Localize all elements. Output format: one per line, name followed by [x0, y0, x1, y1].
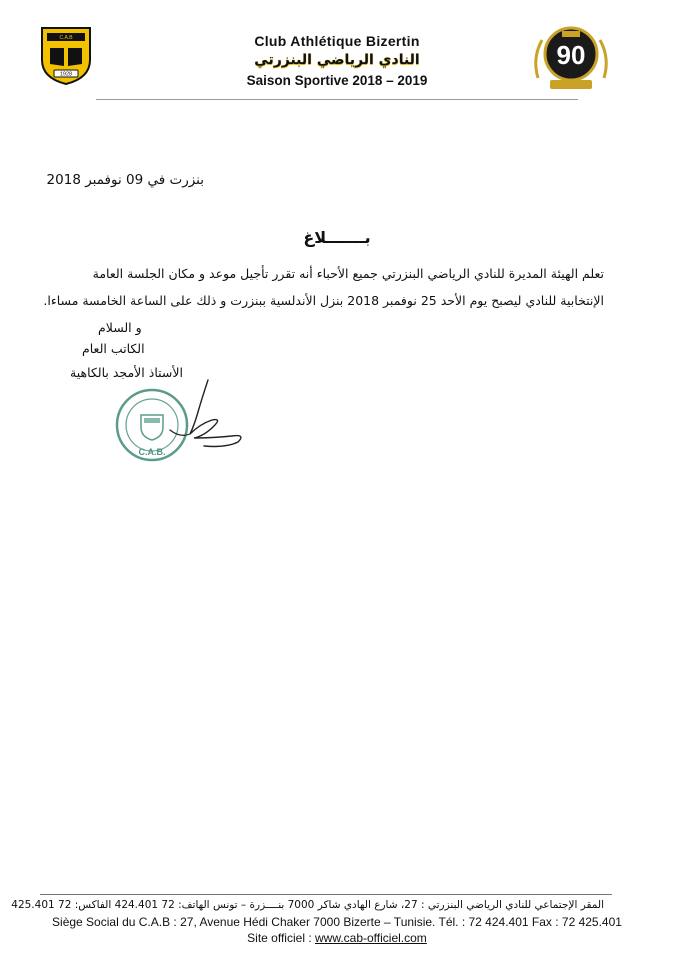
website-label: Site officiel :: [247, 931, 315, 945]
letter-heading: بـــــــلاغ: [303, 228, 371, 247]
letter-body-line-2: الإنتخابية للنادي ليصبح يوم الأحد 25 نوفمبر 2018 بنزل الأندلسية ببنزرت و ذلك على الساعة الخامسة مساءا.: [43, 293, 604, 308]
club-name-fr: Club Athlétique Bizertin: [254, 33, 420, 49]
signatory-name: الأستاذ الأمجد بالكاهية: [70, 365, 183, 380]
letter-closing: و السلام: [98, 320, 142, 335]
letter-body-line-1: تعلم الهيئة المديرة للنادي الرياضي البنزرتي جميع الأحباء أنه تقرر تأجيل موعد و مكان الجلسة العامة: [92, 266, 604, 281]
club-name-ar-text: النادي الرياضي البنزرتي: [254, 52, 420, 68]
svg-text:90: 90: [556, 40, 586, 70]
handwritten-signature-icon: [150, 376, 250, 458]
stamp-text: C.A.B.: [138, 447, 166, 457]
anniversary-90-emblem-icon: [528, 18, 614, 96]
website-link[interactable]: www.cab-officiel.com: [314, 931, 427, 945]
footer-address-fr: Siège Social du C.A.B : 27, Avenue Hédi Chaker 7000 Bizerte – Tunisie. Tél. : 72 424.401 Fax : 72 425.401: [52, 915, 622, 929]
letter-date: بنزرت في 09 نوفمبر 2018: [46, 172, 204, 188]
footer-website: [0, 931, 674, 945]
footer-divider: [40, 894, 612, 895]
season-label: Saison Sportive 2018 – 2019: [246, 73, 428, 88]
header-divider: [96, 99, 578, 100]
svg-text:1928: 1928: [59, 71, 73, 78]
svg-text:C.A.B: C.A.B: [59, 35, 73, 41]
signatory-title: الكاتب العام: [82, 341, 145, 356]
footer-address-ar: المقر الإجتماعي للنادي الرياضي البنزرتي : 27، شارع الهادي شاكر 7000 بنــــزرة – تونس الهاتف: 72 424.401 الفاكس: 72 425.401: [11, 899, 604, 911]
